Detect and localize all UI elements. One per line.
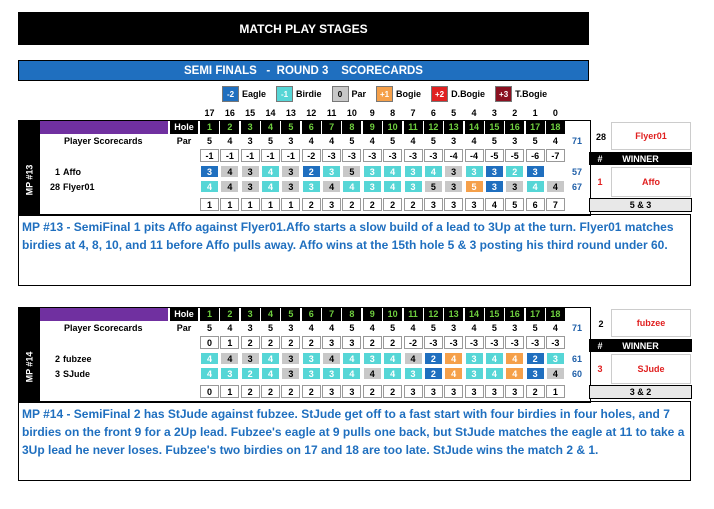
par-value: 5 xyxy=(390,322,396,333)
running-score: 3 xyxy=(342,336,361,349)
running-score: -3 xyxy=(363,149,382,162)
hole-score: 4 xyxy=(342,180,361,193)
hole-score: 2 xyxy=(241,367,260,380)
par-value: 5 xyxy=(532,135,538,146)
player-name: SJude xyxy=(63,368,91,379)
hole-number: 9 xyxy=(363,307,382,321)
hole-number: 11 xyxy=(404,307,423,321)
match-status: 2 xyxy=(404,198,423,211)
running-score: -2 xyxy=(404,336,423,349)
hole-number: 1 xyxy=(200,307,219,321)
running-score: -7 xyxy=(546,149,565,162)
par-total: 71 xyxy=(571,135,582,146)
hole-score: 3 xyxy=(465,352,484,365)
player-name: Flyer01 xyxy=(63,181,95,192)
match-status: 2 xyxy=(302,385,321,398)
hole-score: 3 xyxy=(220,367,239,380)
hole-score: 3 xyxy=(200,165,219,178)
hole-score: 4 xyxy=(322,352,341,365)
hole-number: 3 xyxy=(241,120,260,134)
hole-score: 4 xyxy=(444,352,463,365)
match-status: 0 xyxy=(200,385,219,398)
countdown-number: 16 xyxy=(224,108,235,118)
running-score: -3 xyxy=(424,336,443,349)
winner-hash: # xyxy=(597,153,603,164)
running-score: -3 xyxy=(465,336,484,349)
par-value: 4 xyxy=(227,322,233,333)
header-block xyxy=(18,120,40,146)
hole-score: 3 xyxy=(302,367,321,380)
hole-number: 17 xyxy=(526,120,545,134)
hole-number: 7 xyxy=(322,120,341,134)
hole-score: 3 xyxy=(444,180,463,193)
par-value: 3 xyxy=(288,322,294,333)
countdown-number: 11 xyxy=(326,108,337,118)
hole-number: 4 xyxy=(261,307,280,321)
hole-score: 4 xyxy=(200,180,219,193)
match-status: 3 xyxy=(465,385,484,398)
hole-number: 11 xyxy=(404,120,423,134)
par-value: 4 xyxy=(369,135,375,146)
hole-score xyxy=(546,165,565,178)
hole-score: 3 xyxy=(302,352,321,365)
player-name: Affo xyxy=(63,166,81,177)
par-value: 5 xyxy=(430,135,436,146)
match-status: 1 xyxy=(220,385,239,398)
countdown-number: 0 xyxy=(552,108,558,118)
par-value: 5 xyxy=(532,322,538,333)
hole-score: 4 xyxy=(505,367,524,380)
hole-score: 3 xyxy=(485,180,504,193)
running-score: -2 xyxy=(302,149,321,162)
hole-score: 3 xyxy=(322,165,341,178)
player-seed: 1 xyxy=(54,166,60,177)
opponent-name: fubzee xyxy=(611,309,691,337)
match-status: 2 xyxy=(302,198,321,211)
running-score: -4 xyxy=(465,149,484,162)
hole-score: 4 xyxy=(363,367,382,380)
hole-number: 7 xyxy=(322,307,341,321)
winner-name: Affo xyxy=(611,167,691,197)
hole-score: 4 xyxy=(444,367,463,380)
running-score: -3 xyxy=(546,336,565,349)
hole-number: 10 xyxy=(383,307,402,321)
par-value: 5 xyxy=(491,322,497,333)
match-status: 3 xyxy=(424,385,443,398)
match-status: 2 xyxy=(383,198,402,211)
header-bar xyxy=(40,121,168,134)
countdown-number: 14 xyxy=(265,108,276,118)
par-value: 4 xyxy=(552,322,558,333)
countdown-number: 10 xyxy=(346,108,357,118)
par-value: 4 xyxy=(308,322,314,333)
hole-number: 8 xyxy=(342,307,361,321)
running-score: -1 xyxy=(261,149,280,162)
hole-score: 4 xyxy=(505,352,524,365)
hole-score: 3 xyxy=(546,352,565,365)
round-title-text: SEMI FINALS - ROUND 3 SCORECARDS xyxy=(184,64,423,77)
par-value: 3 xyxy=(512,322,518,333)
hole-number: 16 xyxy=(505,120,524,134)
hole-number: 3 xyxy=(241,307,260,321)
running-score: -5 xyxy=(505,149,524,162)
player-total: 67 xyxy=(571,181,582,192)
hole-label: Hole xyxy=(170,307,198,321)
match-status: 2 xyxy=(342,198,361,211)
hole-score: 5 xyxy=(465,180,484,193)
hole-number: 12 xyxy=(424,307,443,321)
countdown-number: 1 xyxy=(532,108,538,118)
winner-seed: 3 xyxy=(597,364,603,374)
match-number-text: MP #13 xyxy=(24,164,35,196)
running-score: -1 xyxy=(220,149,239,162)
hole-score: 3 xyxy=(241,165,260,178)
par-value: 4 xyxy=(369,322,375,333)
countdown-number: 17 xyxy=(204,108,215,118)
legend-swatch: +1 xyxy=(376,86,393,102)
running-score: 2 xyxy=(363,336,382,349)
match-status: 3 xyxy=(444,385,463,398)
running-score: -3 xyxy=(322,149,341,162)
hole-score: 4 xyxy=(261,180,280,193)
match-status: 2 xyxy=(526,385,545,398)
hole-score: 2 xyxy=(302,165,321,178)
par-label: Par xyxy=(176,322,192,333)
running-score: -3 xyxy=(404,149,423,162)
hole-number: 4 xyxy=(261,120,280,134)
hole-number: 18 xyxy=(546,120,565,134)
hole-score: 4 xyxy=(200,352,219,365)
match-status: 3 xyxy=(465,198,484,211)
hole-score: 3 xyxy=(241,180,260,193)
par-value: 4 xyxy=(329,322,335,333)
header-block xyxy=(18,307,40,333)
hole-number: 8 xyxy=(342,120,361,134)
par-value: 4 xyxy=(471,135,477,146)
hole-number: 2 xyxy=(220,120,239,134)
legend-swatch: +2 xyxy=(431,86,448,102)
running-score: -1 xyxy=(200,149,219,162)
match-status: 3 xyxy=(424,198,443,211)
countdown-number: 13 xyxy=(285,108,296,118)
hole-score: 3 xyxy=(322,367,341,380)
match-status: 1 xyxy=(261,198,280,211)
countdown-number: 9 xyxy=(369,108,375,118)
running-score: -1 xyxy=(241,149,260,162)
hole-number: 13 xyxy=(444,307,463,321)
countdown-number: 6 xyxy=(430,108,436,118)
hole-number: 16 xyxy=(505,307,524,321)
running-score: 2 xyxy=(302,336,321,349)
hole-score: 2 xyxy=(424,352,443,365)
running-score: -5 xyxy=(485,149,504,162)
legend-label: Bogie xyxy=(396,89,422,99)
running-score: 2 xyxy=(261,336,280,349)
round-title xyxy=(18,60,589,81)
par-value: 5 xyxy=(206,135,212,146)
hole-score: 3 xyxy=(404,367,423,380)
player-total: 60 xyxy=(571,368,582,379)
legend-label: T.Bogie xyxy=(515,89,548,99)
page-title xyxy=(18,12,589,45)
player-name: fubzee xyxy=(63,353,92,364)
par-value: 5 xyxy=(430,322,436,333)
hole-score: 4 xyxy=(546,367,565,380)
par-value: 5 xyxy=(349,322,355,333)
hole-score: 4 xyxy=(200,367,219,380)
hole-number: 18 xyxy=(546,307,565,321)
par-total: 71 xyxy=(571,322,582,333)
par-value: 4 xyxy=(410,322,416,333)
hole-number: 9 xyxy=(363,120,382,134)
par-value: 4 xyxy=(471,322,477,333)
running-score: -6 xyxy=(526,149,545,162)
match-result: 5 & 3 xyxy=(589,198,692,212)
hole-number: 14 xyxy=(465,120,484,134)
running-score: 3 xyxy=(322,336,341,349)
running-score: -1 xyxy=(281,149,300,162)
hole-score: 4 xyxy=(220,180,239,193)
par-value: 5 xyxy=(206,322,212,333)
opponent-seed: 28 xyxy=(595,132,606,142)
hole-score: 4 xyxy=(383,367,402,380)
hole-score: 3 xyxy=(444,165,463,178)
match-description: MP #13 - SemiFinal 1 pits Affo against Flyer01.Affo starts a slow build of a lead to 3Up at the turn. Flyer01 matches birdies at 4, 8, 10, and 11 before Affo pulls away. Affo wins at the 15th hole 5 & 3 posting his third round under 60. xyxy=(18,214,691,286)
hole-score: 3 xyxy=(302,180,321,193)
header-bar xyxy=(40,308,168,321)
match-number-label xyxy=(18,146,40,214)
running-score: -3 xyxy=(526,336,545,349)
hole-number: 1 xyxy=(200,120,219,134)
match-status: 3 xyxy=(322,198,341,211)
hole-number: 6 xyxy=(302,120,321,134)
match-status: 2 xyxy=(363,385,382,398)
countdown-number: 4 xyxy=(471,108,477,118)
match-status: 3 xyxy=(505,385,524,398)
page-title-text: MATCH PLAY STAGES xyxy=(239,21,368,36)
running-score: -3 xyxy=(505,336,524,349)
player-scorecards-label: Player Scorecards xyxy=(64,322,143,333)
hole-number: 6 xyxy=(302,307,321,321)
hole-score: 3 xyxy=(281,165,300,178)
countdown-number: 2 xyxy=(512,108,518,118)
hole-score: 3 xyxy=(404,180,423,193)
legend-swatch: -2 xyxy=(222,86,239,102)
par-value: 5 xyxy=(491,135,497,146)
hole-score: 4 xyxy=(322,180,341,193)
player-seed: 3 xyxy=(54,368,60,379)
legend-label: Eagle xyxy=(242,89,267,99)
hole-score: 3 xyxy=(465,165,484,178)
hole-number: 10 xyxy=(383,120,402,134)
opponent-seed: 2 xyxy=(598,319,604,329)
hole-number: 13 xyxy=(444,120,463,134)
match-number-text: MP #14 xyxy=(24,351,35,383)
hole-score: 4 xyxy=(261,165,280,178)
legend-swatch: +3 xyxy=(495,86,512,102)
hole-number: 15 xyxy=(485,307,504,321)
match-status: 2 xyxy=(363,198,382,211)
legend-swatch: 0 xyxy=(332,86,349,102)
match-status: 2 xyxy=(383,385,402,398)
par-value: 5 xyxy=(268,135,274,146)
match-status: 3 xyxy=(342,385,361,398)
match-status: 3 xyxy=(322,385,341,398)
match-status: 5 xyxy=(505,198,524,211)
match-status: 1 xyxy=(281,198,300,211)
hole-score: 4 xyxy=(404,352,423,365)
match-status: 1 xyxy=(200,198,219,211)
winner-header: WINNER xyxy=(589,339,692,352)
par-value: 3 xyxy=(451,135,457,146)
hole-number: 17 xyxy=(526,307,545,321)
hole-score: 4 xyxy=(383,180,402,193)
running-score: -3 xyxy=(485,336,504,349)
match-status: 6 xyxy=(526,198,545,211)
par-value: 3 xyxy=(512,135,518,146)
hole-score: 4 xyxy=(342,367,361,380)
hole-score: 5 xyxy=(342,165,361,178)
hole-number: 5 xyxy=(281,307,300,321)
match-status: 3 xyxy=(444,198,463,211)
par-value: 3 xyxy=(247,135,253,146)
match-status: 3 xyxy=(404,385,423,398)
match-status: 1 xyxy=(241,198,260,211)
running-score: 2 xyxy=(383,336,402,349)
par-label: Par xyxy=(176,135,192,146)
hole-score: 3 xyxy=(281,180,300,193)
match-status: 2 xyxy=(241,385,260,398)
hole-score: 3 xyxy=(485,165,504,178)
running-score: -3 xyxy=(383,149,402,162)
match-status: 2 xyxy=(261,385,280,398)
legend-swatch: -1 xyxy=(276,86,293,102)
player-total: 61 xyxy=(571,353,582,364)
hole-score: 3 xyxy=(281,352,300,365)
hole-label: Hole xyxy=(170,120,198,134)
par-value: 5 xyxy=(349,135,355,146)
hole-score: 4 xyxy=(220,352,239,365)
legend-label: Birdie xyxy=(296,89,322,99)
par-value: 4 xyxy=(308,135,314,146)
par-value: 4 xyxy=(410,135,416,146)
hole-score: 4 xyxy=(485,367,504,380)
legend-label: D.Bogie xyxy=(451,89,486,99)
par-value: 3 xyxy=(451,322,457,333)
running-score: 2 xyxy=(241,336,260,349)
opponent-name: Flyer01 xyxy=(611,122,691,150)
hole-score: 3 xyxy=(363,165,382,178)
hole-score: 3 xyxy=(465,367,484,380)
hole-number: 15 xyxy=(485,120,504,134)
hole-score: 4 xyxy=(261,367,280,380)
hole-score: 3 xyxy=(363,352,382,365)
hole-score: 3 xyxy=(404,165,423,178)
hole-score: 3 xyxy=(363,180,382,193)
match-status: 7 xyxy=(546,198,565,211)
legend-label: Par xyxy=(351,89,367,99)
match-number-label xyxy=(18,333,40,401)
hole-score: 3 xyxy=(505,180,524,193)
par-value: 3 xyxy=(288,135,294,146)
hole-number: 5 xyxy=(281,120,300,134)
running-score: -3 xyxy=(424,149,443,162)
hole-number: 2 xyxy=(220,307,239,321)
hole-score: 4 xyxy=(383,165,402,178)
hole-score: 4 xyxy=(342,352,361,365)
countdown-number: 5 xyxy=(451,108,457,118)
running-score: -4 xyxy=(444,149,463,162)
hole-score: 4 xyxy=(546,180,565,193)
par-value: 4 xyxy=(552,135,558,146)
hole-score: 2 xyxy=(526,352,545,365)
countdown-number: 7 xyxy=(410,108,416,118)
winner-seed: 1 xyxy=(597,177,603,187)
winner-name: SJude xyxy=(611,354,691,384)
player-total: 57 xyxy=(571,166,582,177)
hole-score: 2 xyxy=(424,367,443,380)
countdown-number: 8 xyxy=(390,108,396,118)
hole-score: 4 xyxy=(485,352,504,365)
hole-score: 4 xyxy=(383,352,402,365)
match-description: MP #14 - SemiFinal 2 has StJude against fubzee. StJude get off to a fast start with four birdies in four holes, and 7 birdies on the front 9 for a 2Up lead. Fubzee's eagle at 9 pulls one back, but StJude matches the eagle at 11 to take a 3Up lead he never loses. Fubzee's two birdies on 17 and 18 are too late. StJude wins the match 2 & 1. xyxy=(18,401,691,481)
countdown-number: 12 xyxy=(306,108,317,118)
winner-hash: # xyxy=(597,340,603,351)
running-score: 2 xyxy=(281,336,300,349)
match-status: 4 xyxy=(485,198,504,211)
hole-score: 3 xyxy=(241,352,260,365)
running-score: 0 xyxy=(200,336,219,349)
score-legend xyxy=(222,86,557,102)
hole-score: 3 xyxy=(526,165,545,178)
hole-score: 4 xyxy=(220,165,239,178)
par-value: 4 xyxy=(227,135,233,146)
hole-score: 4 xyxy=(526,180,545,193)
par-value: 3 xyxy=(247,322,253,333)
player-seed: 2 xyxy=(54,353,60,364)
hole-score: 2 xyxy=(505,165,524,178)
match-status: 1 xyxy=(546,385,565,398)
hole-score: 3 xyxy=(281,367,300,380)
hole-number: 14 xyxy=(465,307,484,321)
match-result: 3 & 2 xyxy=(589,385,692,399)
hole-score: 4 xyxy=(424,165,443,178)
countdown-number: 15 xyxy=(245,108,256,118)
hole-number: 12 xyxy=(424,120,443,134)
running-score: -3 xyxy=(444,336,463,349)
hole-score: 4 xyxy=(261,352,280,365)
hole-score: 3 xyxy=(526,367,545,380)
par-value: 5 xyxy=(390,135,396,146)
match-status: 3 xyxy=(485,385,504,398)
player-seed: 28 xyxy=(49,181,60,192)
par-value: 4 xyxy=(329,135,335,146)
player-scorecards-label: Player Scorecards xyxy=(64,135,143,146)
match-status: 2 xyxy=(281,385,300,398)
hole-score: 5 xyxy=(424,180,443,193)
par-value: 5 xyxy=(268,322,274,333)
running-score: -3 xyxy=(342,149,361,162)
running-score: 1 xyxy=(220,336,239,349)
winner-header: WINNER xyxy=(589,152,692,165)
countdown-number: 3 xyxy=(491,108,497,118)
match-status: 1 xyxy=(220,198,239,211)
